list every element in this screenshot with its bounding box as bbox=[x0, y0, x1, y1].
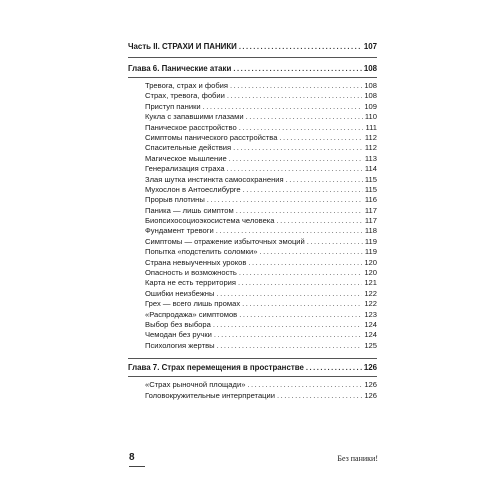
toc-entry[interactable] bbox=[128, 299, 377, 309]
page-number-underline bbox=[129, 466, 145, 467]
toc-entry-page: 108 bbox=[364, 91, 377, 101]
dot-leader bbox=[217, 341, 363, 351]
toc-entry-page: 108 bbox=[363, 64, 377, 73]
toc-entry[interactable] bbox=[128, 247, 377, 257]
toc-entry-title: Попытка «подстелить соломки» bbox=[145, 247, 258, 257]
toc-entry-page: 114 bbox=[364, 164, 377, 174]
dot-leader bbox=[277, 216, 363, 226]
toc-entry-title: Прорыв плотины bbox=[145, 195, 205, 205]
toc-entry-title: Выбор без выбора bbox=[145, 319, 211, 329]
toc-entry[interactable] bbox=[128, 258, 377, 268]
toc-entry-page: 126 bbox=[364, 390, 377, 400]
toc-entry[interactable] bbox=[128, 102, 377, 112]
dot-leader bbox=[207, 195, 363, 205]
toc-entry-page: 108 bbox=[364, 81, 377, 90]
toc-entry-page: 112 bbox=[364, 132, 377, 142]
toc-entry[interactable] bbox=[128, 206, 377, 216]
toc-entry-title: Чемодан без ручки bbox=[145, 330, 212, 340]
toc-entry-page: 124 bbox=[364, 330, 377, 340]
toc-entry-page: 116 bbox=[364, 195, 377, 205]
toc-entry-title: Паника — лишь симптом bbox=[145, 205, 234, 215]
toc-entry-page: 123 bbox=[364, 309, 377, 319]
toc-entry-page: 119 bbox=[364, 247, 377, 257]
toc-entry[interactable] bbox=[128, 112, 377, 122]
dot-leader bbox=[279, 133, 362, 143]
toc-entry-page: 107 bbox=[363, 42, 377, 51]
chapter-6-entries bbox=[128, 81, 377, 351]
page-number: 8 bbox=[129, 452, 135, 463]
toc-entry-title: Симптомы панического расстройства bbox=[145, 132, 278, 142]
toc-entry-page: 122 bbox=[364, 288, 377, 298]
toc-entry-title: Ошибки неизбежны bbox=[145, 288, 215, 298]
dot-leader bbox=[286, 175, 363, 185]
toc-entry-title: Биопсихосоциоэкосистема человека bbox=[145, 216, 275, 226]
toc-entry[interactable] bbox=[128, 391, 377, 401]
dot-leader bbox=[214, 330, 362, 340]
toc-entry[interactable] bbox=[128, 310, 377, 320]
dot-leader bbox=[248, 258, 362, 268]
toc-chapter-heading[interactable] bbox=[128, 362, 377, 373]
dot-leader bbox=[233, 143, 363, 153]
toc-entry-page: 126 bbox=[364, 380, 377, 390]
toc-entry-page: 124 bbox=[364, 319, 377, 329]
toc-entry-page: 109 bbox=[364, 101, 377, 111]
toc-entry-title: Грех — всего лишь промах bbox=[145, 299, 241, 309]
toc-entry[interactable] bbox=[128, 320, 377, 330]
toc-entry-title: Магическое мышление bbox=[145, 153, 227, 163]
toc-entry[interactable] bbox=[128, 237, 377, 247]
toc-entry-page: 117 bbox=[364, 205, 377, 215]
toc-entry[interactable] bbox=[128, 216, 377, 226]
toc-entry-page: 120 bbox=[364, 268, 377, 278]
dot-leader bbox=[243, 185, 363, 195]
toc-entry[interactable] bbox=[128, 154, 377, 164]
toc-entry[interactable] bbox=[128, 380, 377, 390]
toc-entry-title: «Распродажа» симптомов bbox=[145, 309, 238, 319]
toc-entry[interactable] bbox=[128, 330, 377, 340]
dot-leader bbox=[239, 310, 362, 320]
dot-leader bbox=[203, 102, 363, 112]
toc-entry-title: Мухослон в Антоеслибурге bbox=[145, 184, 241, 194]
toc-entry[interactable] bbox=[128, 133, 377, 143]
toc-entry-page: 126 bbox=[363, 363, 377, 373]
toc-entry-page: 112 bbox=[364, 143, 377, 153]
dot-leader bbox=[242, 299, 362, 309]
toc-entry-page: 125 bbox=[364, 340, 377, 350]
dot-leader bbox=[247, 380, 362, 390]
toc-entry-page: 115 bbox=[364, 184, 377, 194]
dot-leader bbox=[227, 91, 362, 101]
chapter-7-entries bbox=[128, 380, 377, 401]
toc-entry-title: Приступ паники bbox=[145, 101, 201, 111]
toc-entry[interactable] bbox=[128, 341, 377, 351]
toc-entry[interactable] bbox=[128, 268, 377, 278]
toc-entry-page: 122 bbox=[364, 299, 377, 309]
dot-leader bbox=[259, 247, 362, 257]
toc-entry-title: Фундамент тревоги bbox=[145, 226, 214, 236]
dot-leader bbox=[239, 123, 364, 133]
dot-leader bbox=[213, 320, 362, 330]
toc-entry-title: Карта не есть территория bbox=[145, 278, 237, 288]
toc-entry-title: «Страх рыночной площади» bbox=[145, 380, 246, 390]
toc-entry-page: 111 bbox=[365, 122, 377, 132]
dot-leader bbox=[306, 362, 362, 373]
toc-entry-page: 120 bbox=[364, 257, 377, 267]
dot-leader bbox=[236, 206, 363, 216]
toc-entry-page: 121 bbox=[364, 278, 377, 288]
toc-entry-title: Опасность и возможность bbox=[145, 268, 237, 278]
toc-entry-title: Страх, тревога, фобии bbox=[145, 91, 225, 101]
toc-entry-title: Тревога, страх и фобия bbox=[145, 81, 229, 90]
toc-entry-page: 119 bbox=[364, 236, 377, 246]
toc-entry[interactable] bbox=[128, 195, 377, 205]
toc-entry[interactable] bbox=[128, 185, 377, 195]
toc-entry-title: Психология жертвы bbox=[145, 340, 215, 350]
toc-entry[interactable] bbox=[128, 226, 377, 236]
dot-leader bbox=[229, 154, 363, 164]
dot-leader bbox=[216, 289, 362, 299]
toc-chapter-heading[interactable] bbox=[128, 63, 377, 74]
toc-part-heading[interactable] bbox=[128, 41, 377, 52]
toc-entry[interactable] bbox=[128, 278, 377, 288]
toc-entry[interactable] bbox=[128, 123, 377, 133]
toc-entry[interactable] bbox=[128, 81, 377, 91]
running-footer-title: Без паники! bbox=[337, 454, 378, 463]
dot-leader bbox=[216, 226, 363, 236]
toc-entry-page: 118 bbox=[364, 226, 377, 236]
toc-entry-title: Глава 7. Страх перемещения в пространстве bbox=[128, 363, 304, 373]
toc-entry[interactable] bbox=[128, 289, 377, 299]
dot-leader bbox=[307, 237, 363, 247]
dot-leader bbox=[246, 112, 363, 122]
dot-leader bbox=[227, 164, 363, 174]
toc-entry[interactable] bbox=[128, 143, 377, 153]
toc-entry-title: Генерализация страха bbox=[145, 164, 225, 174]
toc-entry-page: 117 bbox=[364, 216, 377, 226]
table-of-contents bbox=[128, 41, 377, 401]
dot-leader bbox=[238, 278, 362, 288]
toc-entry-title: Паническое расстройство bbox=[145, 122, 237, 132]
toc-entry-page: 113 bbox=[364, 153, 377, 163]
toc-entry-title: Злая шутка инстинкта самосохранения bbox=[145, 174, 284, 184]
toc-entry-page: 110 bbox=[364, 112, 377, 122]
dot-leader bbox=[233, 63, 361, 74]
toc-entry-title: Спасительные действия bbox=[145, 143, 232, 153]
dot-leader bbox=[239, 268, 363, 278]
dot-leader bbox=[239, 41, 362, 52]
toc-entry-page: 115 bbox=[364, 174, 377, 184]
dot-leader bbox=[230, 81, 362, 91]
toc-entry-title: Симптомы — отражение избыточных эмоций bbox=[145, 236, 305, 246]
toc-entry[interactable] bbox=[128, 175, 377, 185]
toc-entry-title: Глава 6. Панические атаки bbox=[128, 64, 232, 73]
toc-entry[interactable] bbox=[128, 91, 377, 101]
toc-entry-title: Часть II. СТРАХИ И ПАНИКИ bbox=[128, 42, 237, 51]
toc-entry-title: Головокружительные интерпретации bbox=[145, 390, 276, 400]
toc-entry-title: Кукла с запавшими глазами bbox=[145, 112, 244, 122]
toc-entry-title: Страна невыученных уроков bbox=[145, 257, 247, 267]
toc-entry[interactable] bbox=[128, 164, 377, 174]
dot-leader bbox=[277, 391, 362, 401]
